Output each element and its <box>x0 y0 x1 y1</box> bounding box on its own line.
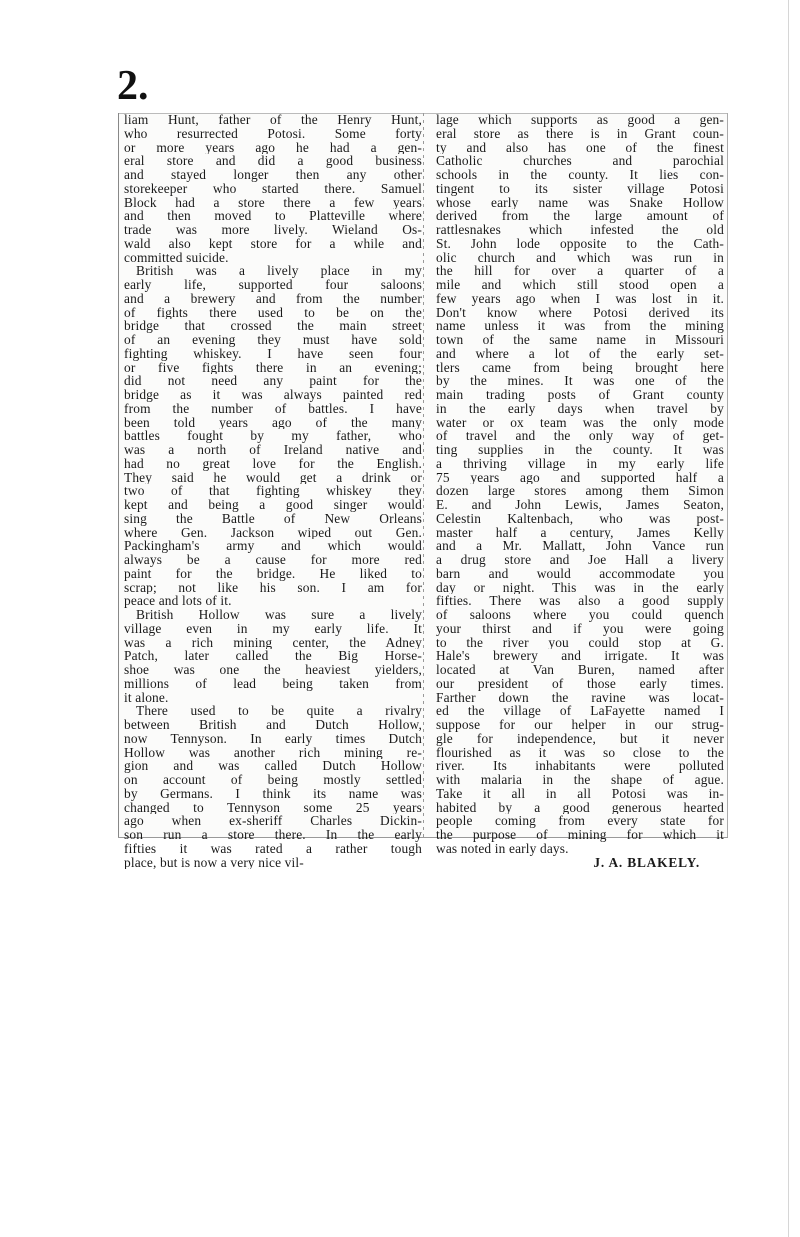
article-line: eral store and did a good business <box>124 154 422 168</box>
article-line: whose early name was Snake Hollow <box>436 195 724 210</box>
article-line: barn and would accommodate you <box>436 566 724 581</box>
article-line: few years ago when I was lost in it. <box>436 291 724 306</box>
article-line: by the mines. It was one of the <box>436 374 724 388</box>
article-line: rattlesnakes which infested the old <box>436 223 724 237</box>
article-line: Take it all in all Potosi was in- <box>436 786 724 801</box>
page-number: 2. <box>117 63 149 109</box>
article-line: flourished as it was so close to the <box>436 745 724 760</box>
article-line: sing the Battle of New Orleans <box>124 511 422 526</box>
article-line: between British and Dutch Hollow, <box>124 718 422 732</box>
article-line: Packingham's army and which would <box>124 539 422 553</box>
article-line: on account of being mostly settled <box>124 773 422 787</box>
clipping-edge-right <box>727 113 728 838</box>
article-line: They said he would get a drink or <box>124 470 422 485</box>
article-line: village even in my early life. It <box>124 621 422 636</box>
article-line: suppose for our helper in our strug- <box>436 718 724 732</box>
article-line: shoe was one the heaviest yielders, <box>124 663 422 677</box>
article-line: where Gen. Jackson wiped out Gen. <box>124 525 422 540</box>
article-line: in the early days when travel by <box>436 401 724 416</box>
article-line: Farther down the ravine was locat- <box>436 690 724 705</box>
article-line: a thriving village in my early life <box>436 456 724 471</box>
article-line: tlers came from being brought here <box>436 360 724 375</box>
article-line: of travel and the only way of get- <box>436 429 724 443</box>
article-line: who resurrected Potosi. Some forty <box>124 126 422 141</box>
article-line: main trading posts of Grant county <box>436 388 724 402</box>
article-line: was a rich mining center, the Adney <box>124 635 422 650</box>
article-line: and a Mr. Mallatt, John Vance run <box>436 539 724 553</box>
article-line: a drug store and Joe Hall a livery <box>436 553 724 567</box>
article-line: storekeeper who started there. Samuel <box>124 181 422 196</box>
left-column <box>124 113 422 869</box>
article-line: was noted in early days. <box>436 841 569 856</box>
article-line: eral store as there is in Grant coun- <box>436 126 724 141</box>
article-line: Don't know where Potosi derived its <box>436 305 724 320</box>
article-line: always be a cause for more red <box>124 553 422 567</box>
article-line: fifties it was rated a rather tough <box>124 841 422 856</box>
article-line: and stayed longer then any other <box>124 168 422 182</box>
article-line: river. Its inhabitants were polluted <box>436 759 724 773</box>
article-line: been told years ago of the many <box>124 415 422 430</box>
article-line: Catholic churches and parochial <box>436 154 724 168</box>
article-line: tingent to its sister village Potosi <box>436 181 724 196</box>
article-line: or more years ago he had a gen- <box>124 140 422 155</box>
article-line: fighting whiskey. I have seen four <box>124 346 422 361</box>
article-line: habited by a good generous hearted <box>436 800 724 815</box>
article-line: it alone. <box>124 690 169 705</box>
article-line: British was a lively place in my <box>136 264 422 278</box>
article-line: gle for independence, but it never <box>436 731 724 746</box>
article-line: name unless it was from the mining <box>436 319 724 333</box>
article-line: with malaria in the shape of ague. <box>436 773 724 787</box>
article-line: early life, supported four saloons <box>124 278 422 292</box>
article-line: of an evening they must have sold <box>124 333 422 347</box>
article-line: was a north of Ireland native and <box>124 443 422 457</box>
article-line: peace and lots of it. <box>124 594 232 608</box>
article-line: schools in the county. It lies con- <box>436 168 724 182</box>
article-line: dozen large stores among them Simon <box>436 484 724 498</box>
article-line: scrap; not like his son. I am for <box>124 580 422 595</box>
article-line: 75 years ago and supported half a <box>436 470 724 485</box>
article-line: did not need any paint for the <box>124 374 422 388</box>
article-line: place, but is now a very nice vil- <box>124 855 304 870</box>
article-line: paint for the bridge. He liked to <box>124 566 422 581</box>
article-line: the hill for over a quarter of a <box>436 264 724 278</box>
article-line: two of that fighting whiskey they <box>124 484 422 498</box>
article-line: E. and John Lewis, James Seaton, <box>436 498 724 512</box>
article-line: son run a store there. In the early <box>124 828 422 842</box>
article-line: Patch, later called the Big Horse- <box>124 649 422 663</box>
article-line: millions of lead being taken from <box>124 676 422 691</box>
article-line: to the river you could stop at G. <box>436 635 724 650</box>
article-line: gion and was called Dutch Hollow <box>124 759 422 773</box>
article-line: ting supplies in the county. It was <box>436 443 724 457</box>
column-divider <box>423 113 424 838</box>
article-line: day or night. This was in the early <box>436 580 724 595</box>
article-line: kept and being a good singer would <box>124 498 422 512</box>
article-line: committed suicide. <box>124 250 229 265</box>
article-line: the purpose of mining for which it <box>436 828 724 842</box>
article-line: and then moved to Platteville where <box>124 209 422 223</box>
article-line: had no great love for the English. <box>124 456 422 471</box>
article-line: British Hollow was sure a lively <box>136 608 422 622</box>
article-line: liam Hunt, father of the Henry Hunt, <box>124 113 422 127</box>
article-line: Celestin Kaltenbach, who was post- <box>436 511 724 526</box>
article-line: Hale's brewery and irrigate. It was <box>436 649 724 663</box>
article-line: or five fights there in an evening; <box>124 360 422 375</box>
article-line: and where a lot of the early set- <box>436 346 724 361</box>
article-line: our president of those early times. <box>436 676 724 691</box>
article-line: derived from the large amount of <box>436 209 724 223</box>
clipping-edge-left <box>118 113 119 838</box>
article-line: by Germans. I think its name was <box>124 786 422 801</box>
article-line: water or ox team was the only mode <box>436 415 724 430</box>
article-line: of fights there used to be on the <box>124 305 422 320</box>
newspaper-clipping <box>118 113 728 870</box>
article-line: ed the village of LaFayette named I <box>436 704 724 718</box>
article-line: from the number of battles. I have <box>124 401 422 416</box>
article-line: Hollow was another rich mining re- <box>124 745 422 760</box>
article-line: battles fought by my father, who <box>124 429 422 443</box>
article-line: mile and which still stood open a <box>436 278 724 292</box>
article-line: your thirst and if you were going <box>436 621 724 636</box>
article-line: of saloons where you could quench <box>436 608 724 622</box>
article-line: located at Van Buren, named after <box>436 663 724 677</box>
article-line: There used to be quite a rivalry <box>136 704 422 718</box>
article-line: St. John lode opposite to the Cath- <box>436 236 724 251</box>
article-line: wald also kept store for a while and <box>124 236 422 251</box>
article-line: town of the same name in Missouri <box>436 333 724 347</box>
article-line: changed to Tennyson some 25 years <box>124 800 422 815</box>
right-column <box>436 113 724 869</box>
article-line: bridge as it was always painted red <box>124 388 422 402</box>
article-line: Block had a store there a few years <box>124 195 422 210</box>
author-signature: J. A. BLAKELY. <box>593 855 700 870</box>
page-edge <box>788 0 789 1237</box>
article-line: and a brewery and from the number <box>124 291 422 306</box>
article-line: people coming from every state for <box>436 814 724 828</box>
article-line: ago when ex-sheriff Charles Dickin- <box>124 814 422 828</box>
article-line: olic church and which was run in <box>436 250 724 265</box>
article-line: bridge that crossed the main street <box>124 319 422 333</box>
article-line: master half a century, James Kelly <box>436 525 724 540</box>
article-line: fifties. There was also a good supply <box>436 594 724 608</box>
article-line: trade was more lively. Wieland Os- <box>124 223 422 237</box>
article-line: ty and also has one of the finest <box>436 140 724 155</box>
article-line: lage which supports as good a gen- <box>436 113 724 127</box>
article-line: now Tennyson. In early times Dutch <box>124 731 422 746</box>
